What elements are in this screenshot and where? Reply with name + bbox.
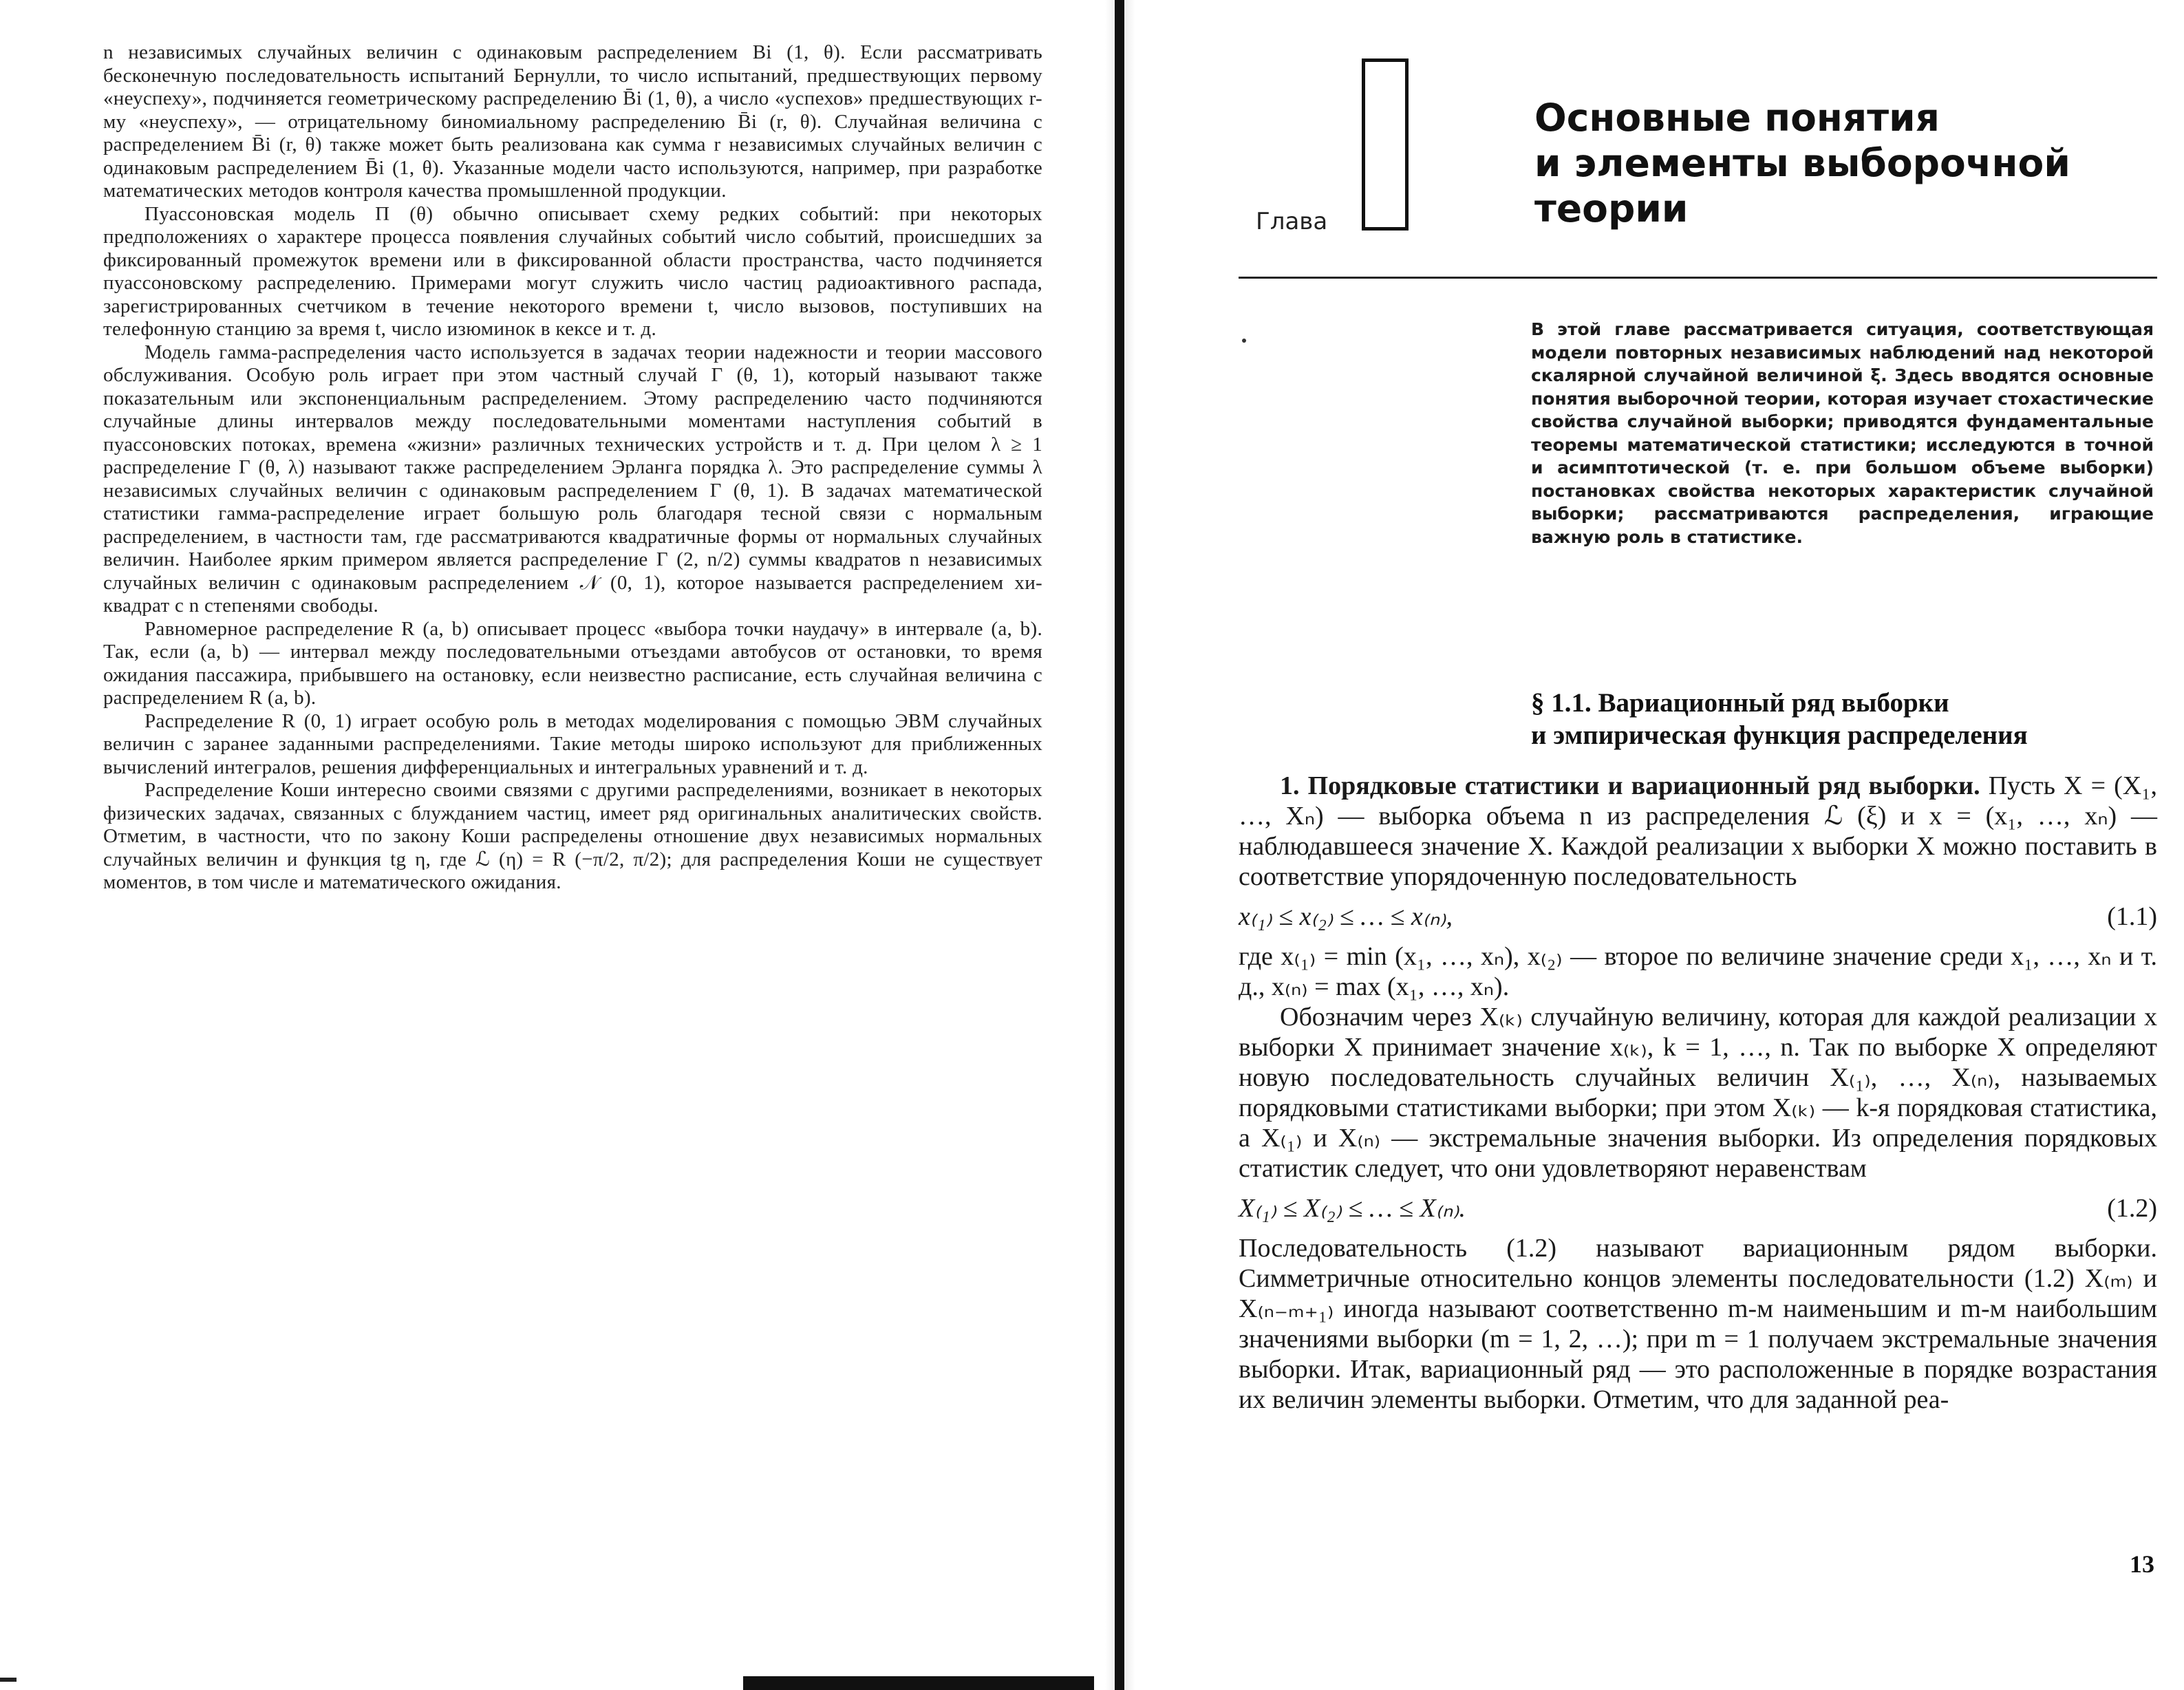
right-paragraph-1 (1239, 771, 2157, 892)
formula-1-2 (1239, 1193, 2157, 1223)
right-page-text (1239, 771, 2157, 1415)
chapter-number-box (1362, 58, 1409, 231)
scan-edge-tick (0, 1678, 17, 1682)
section-heading (1531, 687, 2164, 751)
formula-1-2-number: (1.2) (2107, 1194, 2157, 1223)
left-paragraph-1: n независимых случайных величин с одинаковым распределением Bi (1, θ). Если рассматривать бесконечную последовательность испытаний Бернулли, то число испытаний, предшествующих первому «неуспеху», подчиняется геометрическому распределению B̄i (1, θ), а число «успехов» предшествующих r-му «неуспеху», — отрицательному биномиальному распределению B̄i (r, θ). Случайная величина с распределением B̄i (r, θ) также может быть реализована как сумма r независимых случайных величин с одинаковым распределением B̄i (1, θ). Указанные модели часто используются, например, при разработке математических методов контроля качества промышленной продукции. (103, 41, 1042, 202)
chapter-title-line-1: Основные понятия (1534, 96, 1940, 140)
left-paragraph-4: Равномерное распределение R (a, b) описывает процесс «выбора точки наудачу» в интервале (a, b). Так, если (a, b) — интервал между последовательными отъездами автобусов от остановки, то время ожидания пассажира, прибывшего на остановку, если неизвестно расписание, есть случайная величина с распределением R (a, b). (103, 617, 1042, 709)
scan-edge-bar (743, 1676, 1094, 1690)
right-paragraph-2: где x₍₁₎ = min (x₁, …, xₙ), x₍₂₎ — второе по величине значение среди x₁, …, xₙ и т. д., x₍ₙ₎ = max (x₁, …, xₙ). (1239, 942, 2157, 1001)
formula-1-1 (1239, 901, 2157, 932)
right-paragraph-3: Обозначим через X₍ₖ₎ случайную величину, которая для каждой реализации x выборки X принимает значение x₍ₖ₎, k = 1, …, n. Так по выборке X определяют новую последовательность случайных величин X₍₁₎, …, X₍ₙ₎, называемых порядковыми статистиками выборки; при этом X₍ₖ₎ — k-я порядковая статистика, а X₍₁₎ и X₍ₙ₎ — экстремальные значения выборки. Из определения порядковых статистик следует, что они удовлетворяют неравенствам (1239, 1003, 2157, 1183)
section-heading-line-1: § 1.1. Вариационный ряд выборки (1531, 688, 1949, 718)
formula-1-1-expr: x₍₁₎ ≤ x₍₂₎ ≤ … ≤ x₍ₙ₎, (1239, 902, 1453, 931)
formula-1-2-expr: X₍₁₎ ≤ X₍₂₎ ≤ … ≤ X₍ₙ₎. (1239, 1194, 1466, 1223)
chapter-title (1534, 95, 2099, 231)
section-heading-line-2: и эмпирическая функция распределения (1531, 720, 2028, 750)
left-paragraph-3: Модель гамма-распределения часто используется в задачах теории надежности и теории массового обслуживания. Особую роль играет при этом частный случай Γ (θ, 1), который называют также показательным или экспоненциальным распределением. Этому распределению часто подчиняются случайные длины интервалов между последовательными моментами наступления событий в пуассоновских потоках, времена «жизни» различных технических устройств и т. д. При целом λ ≥ 1 распределение Γ (θ, λ) называют также распределением Эрланга порядка λ. Это распределение суммы λ независимых случайных величин с одинаковым распределением Γ (θ, 1). В задачах математической статистики гамма-распределение играет большую роль благодаря тесной связи с нормальным распределением, в частности там, где рассматриваются квадратичные формы от нормальных случайных величин. Наиболее ярким примером является распределение Γ (2, n/2) суммы квадратов n независимых случайных величин с одинаковым распределением 𝒩 (0, 1), которое называется распределением хи-квадрат с n степенями свободы. (103, 341, 1042, 617)
page-number: 13 (2130, 1550, 2154, 1578)
chapter-title-line-2: и элементы выборочной (1534, 141, 2070, 185)
right-paragraph-1-text: Пусть X = (X₁, …, Xₙ) — выборка объема n из распределения ℒ (ξ) и x = (x₁, …, xₙ) — наблюдавшееся значение X. Каждой реализации x выборки X можно поставить в соответствие упорядоченную последовательность (1239, 771, 2157, 891)
left-page-text (103, 41, 1042, 895)
left-paragraph-6: Распределение Коши интересно своими связями с другими распределениями, возникает в некоторых физических задачах, связанных с блужданием частиц, имеет ряд оригинальных аналитических свойств. Отметим, в частности, что по закону Коши распределены отношение двух независимых нормальных случайных величин и функция tg η, где ℒ (η) = R (−π/2, π/2); для распределения Коши не существует моментов, в том числе и математического ожидания. (103, 779, 1042, 893)
chapter-title-line-3: теории (1534, 186, 1689, 231)
chapter-header (1256, 55, 2150, 275)
right-paragraph-4: Последовательность (1.2) называют вариационным рядом выборки. Симметричные относительно концов элементы последовательности (1.2) X₍ₘ₎ и X₍ₙ₋ₘ₊₁₎ иногда называют соответственно m-м наименьшим и m-м наибольшим значениями выборки (m = 1, 2, …); при m = 1 получаем экстремальные значения выборки. Итак, вариационный ряд — это расположенные в порядке возрастания их величин элементы выборки. Отметим, что для заданной реа- (1239, 1234, 2157, 1414)
chapter-abstract: В этой главе рассматривается ситуация, соответствующая модели повторных независимых наблюдений над некоторой скалярной случайной величиной ξ. Здесь вводятся основные понятия выборочной теории, которая изучает стохастические свойства случайной выборки; приводятся фундаментальные теоремы математической статистики; исследуются в точной и асимптотической (т. е. при большом объеме выборки) постановках свойства некоторых характеристик случайной выборки; рассматриваются распределения, играющие важную роль в статистике. (1531, 319, 2154, 547)
book-gutter (1115, 0, 1124, 1690)
subsection-heading: 1. Порядковые статистики и вариационный ряд выборки. (1280, 771, 1980, 800)
chapter-rule (1239, 277, 2157, 279)
left-paragraph-5: Распределение R (0, 1) играет особую роль в методах моделирования с помощью ЭВМ случайных величин с заранее заданными распределениями. Такие методы широко используют для приближенных вычислений интегралов, решения дифференциальных и интегральных уравнений и т. д. (103, 709, 1042, 778)
formula-1-1-number: (1.1) (2107, 902, 2157, 931)
margin-dot (1242, 339, 1246, 343)
left-paragraph-2: Пуассоновская модель Π (θ) обычно описывает схему редких событий: при некоторых предположениях о характере процесса появления случайных событий число событий, происшедших за фиксированный промежуток времени или в фиксированной области пространства, часто подчиняется пуассоновскому распределению. Примерами могут служить число частиц радиоактивного распада, зарегистрированных счетчиком в течение некоторого времени t, число вызовов, поступивших на телефонную станцию за время t, число изюминок в кексе и т. д. (103, 202, 1042, 340)
chapter-label: Глава (1256, 208, 1328, 235)
